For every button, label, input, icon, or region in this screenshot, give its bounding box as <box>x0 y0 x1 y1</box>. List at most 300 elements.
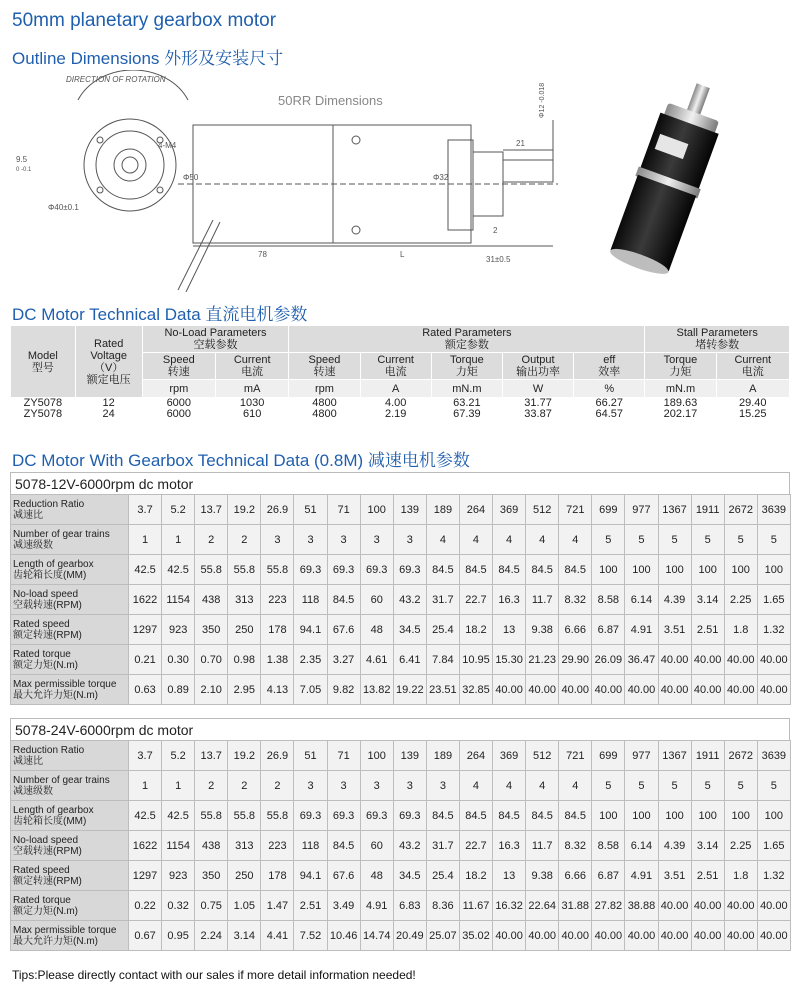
gearbox-value-cell: 1 <box>129 771 162 801</box>
gearbox-value-cell: 40.00 <box>592 675 625 705</box>
gearbox-value-cell: 40.00 <box>526 921 559 951</box>
gearbox-value-cell: 512 <box>526 495 559 525</box>
gearbox-value-cell: 16.3 <box>493 831 526 861</box>
gearbox-value-cell: 6.87 <box>592 861 625 891</box>
dc-data-cell: 1030 <box>215 398 288 409</box>
dc-data-cell: 29.40 <box>716 398 789 409</box>
gearbox-row <box>11 801 791 831</box>
gearbox-value-cell: 1622 <box>129 831 162 861</box>
gearbox-value-cell: 3 <box>261 525 294 555</box>
gearbox-row-label: No-load speed 空载转速(RPM) <box>11 585 129 615</box>
gearbox-value-cell: 55.8 <box>261 555 294 585</box>
gearbox-value-cell: 100 <box>360 741 393 771</box>
gearbox-value-cell: 55.8 <box>195 801 228 831</box>
gearbox-row-label: Reduction Ratio 减速比 <box>11 495 129 525</box>
gearbox-value-cell: 71 <box>327 495 360 525</box>
gearbox-value-cell: 42.5 <box>162 555 195 585</box>
model-dimensions-label: 50RR Dimensions <box>278 93 383 108</box>
dim-9-5: 9.5 <box>16 155 28 164</box>
dc-unit-cell: % <box>574 380 645 398</box>
gearbox-value-cell: 40.00 <box>724 921 757 951</box>
gearbox-value-cell: 4 <box>493 525 526 555</box>
gearbox-value-cell: 3.14 <box>691 585 724 615</box>
gearbox-value-cell: 21.23 <box>526 645 559 675</box>
gearbox-value-cell: 139 <box>393 495 426 525</box>
gearbox-value-cell: 69.3 <box>393 555 426 585</box>
gearbox-value-cell: 100 <box>691 801 724 831</box>
gearbox-value-cell: 4 <box>559 771 592 801</box>
gearbox-value-cell: 1297 <box>129 615 162 645</box>
gearbox-value-cell: 4 <box>426 525 459 555</box>
gearbox-value-cell: 2 <box>228 771 261 801</box>
gearbox-value-cell: 40.00 <box>493 675 526 705</box>
gearbox-value-cell: 178 <box>261 861 294 891</box>
gearbox-value-cell: 438 <box>195 831 228 861</box>
gearbox-value-cell: 923 <box>162 615 195 645</box>
gearbox-value-cell: 1 <box>162 771 195 801</box>
gearbox-value-cell: 60 <box>360 585 393 615</box>
gearbox-row-label: Number of gear trains 减速级数 <box>11 525 129 555</box>
gearbox-value-cell: 3639 <box>757 741 790 771</box>
gearbox-12v-heading: 5078-12V-6000rpm dc motor <box>10 472 790 494</box>
gearbox-value-cell: 60 <box>360 831 393 861</box>
gearbox-value-cell: 42.5 <box>129 801 162 831</box>
gearbox-value-cell: 1.38 <box>261 645 294 675</box>
gearbox-value-cell: 40.00 <box>559 921 592 951</box>
gearbox-value-cell: 4.91 <box>625 861 658 891</box>
gearbox-value-cell: 16.3 <box>493 585 526 615</box>
gearbox-value-cell: 18.2 <box>459 615 492 645</box>
gearbox-value-cell: 1622 <box>129 585 162 615</box>
gearbox-12v-table <box>10 494 791 705</box>
gearbox-value-cell: 84.5 <box>559 555 592 585</box>
gearbox-value-cell: 4.13 <box>261 675 294 705</box>
gearbox-value-cell: 5 <box>658 525 691 555</box>
gearbox-row-label: Max permissible torque 最大允许力矩(N.m) <box>11 921 129 951</box>
gearbox-value-cell: 4.39 <box>658 831 691 861</box>
gearbox-value-cell: 40.00 <box>724 675 757 705</box>
gearbox-value-cell: 3.14 <box>691 831 724 861</box>
gearbox-value-cell: 48 <box>360 861 393 891</box>
gearbox-value-cell: 139 <box>393 741 426 771</box>
gearbox-row-label: Rated speed 额定转速(RPM) <box>11 861 129 891</box>
gearbox-value-cell: 100 <box>691 555 724 585</box>
gearbox-value-cell: 5 <box>625 771 658 801</box>
gearbox-value-cell: 84.5 <box>493 555 526 585</box>
dc-data-cell: 67.39 <box>431 409 502 420</box>
rated-header: Rated Parameters 额定参数 <box>289 326 645 353</box>
gearbox-value-cell: 25.07 <box>426 921 459 951</box>
gearbox-value-cell: 5 <box>592 525 625 555</box>
dc-unit-cell: rpm <box>142 380 215 398</box>
gearbox-value-cell: 2 <box>228 525 261 555</box>
gearbox-value-cell: 3 <box>393 771 426 801</box>
dc-unit-cell: mN.m <box>645 380 716 398</box>
page-title: 50mm planetary gearbox motor <box>12 10 277 31</box>
rated-voltage-header: Rated Voltage （V） 额定电压 <box>75 326 142 398</box>
gearbox-value-cell: 0.63 <box>129 675 162 705</box>
gearbox-value-cell: 7.84 <box>426 645 459 675</box>
gearbox-value-cell: 22.7 <box>459 831 492 861</box>
gearbox-value-cell: 189 <box>426 495 459 525</box>
gearbox-value-cell: 0.70 <box>195 645 228 675</box>
gearbox-value-cell: 1 <box>162 525 195 555</box>
gearbox-row-label: Length of gearbox 齿轮箱长度(MM) <box>11 555 129 585</box>
gearbox-value-cell: 10.95 <box>459 645 492 675</box>
gearbox-value-cell: 71 <box>327 741 360 771</box>
gearbox-value-cell: 8.36 <box>426 891 459 921</box>
gearbox-value-cell: 2.10 <box>195 675 228 705</box>
gearbox-row <box>11 495 791 525</box>
gearbox-value-cell: 5 <box>724 771 757 801</box>
gearbox-value-cell: 4.91 <box>360 891 393 921</box>
gearbox-value-cell: 2.24 <box>195 921 228 951</box>
gearbox-value-cell: 4 <box>493 771 526 801</box>
motor-product-photo <box>600 80 740 280</box>
gearbox-value-cell: 26.9 <box>261 741 294 771</box>
dc-unit-cell: rpm <box>289 380 360 398</box>
gearbox-value-cell: 0.30 <box>162 645 195 675</box>
gearbox-value-cell: 0.98 <box>228 645 261 675</box>
gearbox-value-cell: 40.00 <box>724 891 757 921</box>
gearbox-value-cell: 923 <box>162 861 195 891</box>
gearbox-value-cell: 2.51 <box>294 891 327 921</box>
gearbox-value-cell: 5 <box>757 771 790 801</box>
gearbox-value-cell: 38.88 <box>625 891 658 921</box>
gearbox-value-cell: 2.95 <box>228 675 261 705</box>
dc-data-row <box>11 409 790 420</box>
gearbox-value-cell: 43.2 <box>393 831 426 861</box>
gearbox-24v-heading: 5078-24V-6000rpm dc motor <box>10 718 790 740</box>
gearbox-value-cell: 100 <box>757 555 790 585</box>
gearbox-value-cell: 100 <box>625 801 658 831</box>
gearbox-value-cell: 55.8 <box>195 555 228 585</box>
gearbox-row-label: No-load speed 空载转速(RPM) <box>11 831 129 861</box>
dc-subheader-cell: Current 电流 <box>360 353 431 380</box>
gearbox-value-cell: 84.5 <box>327 585 360 615</box>
gearbox-value-cell: 69.3 <box>294 801 327 831</box>
dc-data-cell: 24 <box>75 409 142 420</box>
gearbox-value-cell: 69.3 <box>327 801 360 831</box>
gearbox-value-cell: 40.00 <box>658 645 691 675</box>
gearbox-row <box>11 645 791 675</box>
gearbox-value-cell: 223 <box>261 585 294 615</box>
gearbox-value-cell: 100 <box>658 555 691 585</box>
gearbox-value-cell: 250 <box>228 861 261 891</box>
dc-data-cell: 6000 <box>142 409 215 420</box>
gearbox-value-cell: 1154 <box>162 585 195 615</box>
gearbox-value-cell: 6.14 <box>625 831 658 861</box>
gearbox-value-cell: 48 <box>360 615 393 645</box>
gearbox-value-cell: 5 <box>658 771 691 801</box>
gearbox-row-label: Length of gearbox 齿轮箱长度(MM) <box>11 801 129 831</box>
gearbox-value-cell: 9.38 <box>526 615 559 645</box>
gearbox-row <box>11 831 791 861</box>
dc-data-cell: 33.87 <box>502 409 573 420</box>
gearbox-value-cell: 2.35 <box>294 645 327 675</box>
dc-section-title: DC Motor Technical Data 直流电机参数 <box>12 305 308 324</box>
gearbox-value-cell: 84.5 <box>526 555 559 585</box>
gearbox-value-cell: 6.66 <box>559 861 592 891</box>
gearbox-value-cell: 42.5 <box>129 555 162 585</box>
gearbox-value-cell: 3.51 <box>658 615 691 645</box>
dc-unit-cell: mA <box>215 380 288 398</box>
tips-note: Tips:Please directly contact with our sales if more detail information needed! <box>12 968 416 982</box>
dc-subheader-cell: Current 电流 <box>716 353 789 380</box>
gearbox-value-cell: 19.22 <box>393 675 426 705</box>
outline-section-title: Outline Dimensions 外形及安装尺寸 <box>12 49 284 68</box>
gearbox-value-cell: 4 <box>559 525 592 555</box>
gearbox-value-cell: 40.00 <box>625 675 658 705</box>
gearbox-value-cell: 69.3 <box>360 801 393 831</box>
gearbox-value-cell: 1.32 <box>757 861 790 891</box>
gearbox-value-cell: 36.47 <box>625 645 658 675</box>
gearbox-row-label: Reduction Ratio 减速比 <box>11 741 129 771</box>
gearbox-value-cell: 977 <box>625 741 658 771</box>
gearbox-value-cell: 32.85 <box>459 675 492 705</box>
dc-data-cell: 63.21 <box>431 398 502 409</box>
gearbox-value-cell: 55.8 <box>228 801 261 831</box>
gearbox-value-cell: 84.5 <box>327 831 360 861</box>
gearbox-value-cell: 3.27 <box>327 645 360 675</box>
dc-subheader-cell: Speed 转速 <box>142 353 215 380</box>
direction-label: DIRECTION OF ROTATION <box>66 75 166 84</box>
gearbox-value-cell: 3 <box>294 525 327 555</box>
gearbox-value-cell: 40.00 <box>757 675 790 705</box>
gearbox-value-cell: 0.21 <box>129 645 162 675</box>
dc-unit-cell: mN.m <box>431 380 502 398</box>
gearbox-row-label: Max permissible torque 最大允许力矩(N.m) <box>11 675 129 705</box>
gearbox-value-cell: 178 <box>261 615 294 645</box>
gearbox-value-cell: 14.74 <box>360 921 393 951</box>
dc-unit-cell: A <box>360 380 431 398</box>
gearbox-value-cell: 13.82 <box>360 675 393 705</box>
gearbox-value-cell: 43.2 <box>393 585 426 615</box>
gearbox-value-cell: 25.4 <box>426 861 459 891</box>
dc-data-cell: 4800 <box>289 398 360 409</box>
gearbox-row <box>11 891 791 921</box>
gearbox-value-cell: 40.00 <box>559 675 592 705</box>
gearbox-value-cell: 34.5 <box>393 615 426 645</box>
stall-header: Stall Parameters 堵转参数 <box>645 326 790 353</box>
gearbox-value-cell: 1154 <box>162 831 195 861</box>
gearbox-value-cell: 25.4 <box>426 615 459 645</box>
gearbox-value-cell: 5.2 <box>162 495 195 525</box>
gearbox-row <box>11 861 791 891</box>
gearbox-value-cell: 100 <box>724 801 757 831</box>
gearbox-value-cell: 67.6 <box>327 615 360 645</box>
gearbox-value-cell: 5 <box>724 525 757 555</box>
gearbox-value-cell: 31.7 <box>426 585 459 615</box>
dc-subheader-cell: Current 电流 <box>215 353 288 380</box>
gearbox-value-cell: 6.41 <box>393 645 426 675</box>
gearbox-row-label: Number of gear trains 减速级数 <box>11 771 129 801</box>
gearbox-value-cell: 11.7 <box>526 585 559 615</box>
gearbox-value-cell: 2.25 <box>724 831 757 861</box>
gearbox-value-cell: 94.1 <box>294 615 327 645</box>
gearbox-value-cell: 69.3 <box>393 801 426 831</box>
dc-data-body <box>11 398 790 420</box>
dc-unit-cell: A <box>716 380 789 398</box>
gearbox-row-label: Rated torque 额定力矩(N.m) <box>11 645 129 675</box>
gearbox-value-cell: 23.51 <box>426 675 459 705</box>
gearbox-value-cell: 84.5 <box>459 555 492 585</box>
gearbox-value-cell: 5 <box>691 525 724 555</box>
gearbox-value-cell: 40.00 <box>757 891 790 921</box>
gearbox-value-cell: 6.83 <box>393 891 426 921</box>
dc-subheader-cell: Speed 转速 <box>289 353 360 380</box>
gearbox-value-cell: 118 <box>294 831 327 861</box>
gearbox-row <box>11 771 791 801</box>
gearbox-value-cell: 100 <box>360 495 393 525</box>
dim-21: 21 <box>516 139 525 148</box>
gearbox-value-cell: 9.38 <box>526 861 559 891</box>
gearbox-value-cell: 40.00 <box>691 891 724 921</box>
gearbox-value-cell: 1.8 <box>724 861 757 891</box>
gearbox-row <box>11 555 791 585</box>
gearbox-value-cell: 42.5 <box>162 801 195 831</box>
dc-unit-cell: W <box>502 380 573 398</box>
dc-data-cell: 12 <box>75 398 142 409</box>
gearbox-row <box>11 921 791 951</box>
dc-data-cell: 4.00 <box>360 398 431 409</box>
gearbox-value-cell: 40.00 <box>526 675 559 705</box>
gearbox-value-cell: 3.51 <box>658 861 691 891</box>
dc-data-cell: 189.63 <box>645 398 716 409</box>
gearbox-value-cell: 5 <box>592 771 625 801</box>
gearbox-value-cell: 40.00 <box>658 675 691 705</box>
dim-phi32: Φ32 <box>433 173 449 182</box>
gearbox-value-cell: 313 <box>228 831 261 861</box>
front-flange-circle <box>84 119 176 211</box>
dc-subheader-cell: Output 输出功率 <box>502 353 573 380</box>
gearbox-value-cell: 3 <box>360 525 393 555</box>
dc-subheader-cell: eff 效率 <box>574 353 645 380</box>
gearbox-24v-table <box>10 740 791 951</box>
gearbox-value-cell: 84.5 <box>459 801 492 831</box>
gearbox-row <box>11 675 791 705</box>
dc-data-cell: 66.27 <box>574 398 645 409</box>
gearbox-value-cell: 3 <box>393 525 426 555</box>
gearbox-value-cell: 51 <box>294 741 327 771</box>
gearbox-value-cell: 69.3 <box>294 555 327 585</box>
dc-data-cell: 4800 <box>289 409 360 420</box>
gearbox-row <box>11 585 791 615</box>
gearbox-value-cell: 100 <box>658 801 691 831</box>
gearbox-value-cell: 1297 <box>129 861 162 891</box>
dc-data-cell: 64.57 <box>574 409 645 420</box>
gearbox-value-cell: 31.88 <box>559 891 592 921</box>
gearbox-value-cell: 1.8 <box>724 615 757 645</box>
dc-subheader-cell: Torque 力矩 <box>645 353 716 380</box>
gearbox-value-cell: 84.5 <box>493 801 526 831</box>
gearbox-value-cell: 721 <box>559 741 592 771</box>
gearbox-value-cell: 13.7 <box>195 741 228 771</box>
gearbox-value-cell: 4.91 <box>625 615 658 645</box>
gearbox-value-cell: 67.6 <box>327 861 360 891</box>
gearbox-value-cell: 40.00 <box>493 921 526 951</box>
gearbox-value-cell: 721 <box>559 495 592 525</box>
dc-data-row <box>11 398 790 409</box>
gearbox-value-cell: 27.82 <box>592 891 625 921</box>
gearbox-row-label: Rated torque 额定力矩(N.m) <box>11 891 129 921</box>
gearbox-value-cell: 22.64 <box>526 891 559 921</box>
gearbox-value-cell: 4 <box>459 525 492 555</box>
gearbox-value-cell: 313 <box>228 585 261 615</box>
gearbox-value-cell: 1911 <box>691 495 724 525</box>
gearbox-value-cell: 35.02 <box>459 921 492 951</box>
dc-data-cell: 15.25 <box>716 409 789 420</box>
gearbox-value-cell: 6.66 <box>559 615 592 645</box>
gearbox-value-cell: 51 <box>294 495 327 525</box>
outline-drawing <box>8 70 568 292</box>
gearbox-value-cell: 3639 <box>757 495 790 525</box>
gearbox-value-cell: 6.14 <box>625 585 658 615</box>
dc-data-cell: 202.17 <box>645 409 716 420</box>
gearbox-value-cell: 350 <box>195 615 228 645</box>
gearbox-section-title: DC Motor With Gearbox Technical Data (0.8M) 减速电机参数 <box>12 451 470 470</box>
gearbox-value-cell: 7.05 <box>294 675 327 705</box>
gearbox-value-cell: 1.32 <box>757 615 790 645</box>
dim-2: 2 <box>493 226 498 235</box>
gearbox-value-cell: 16.32 <box>493 891 526 921</box>
gearbox-value-cell: 40.00 <box>691 921 724 951</box>
gearbox-value-cell: 84.5 <box>426 801 459 831</box>
gearbox-row <box>11 741 791 771</box>
gearbox-value-cell: 264 <box>459 495 492 525</box>
gearbox-value-cell: 0.67 <box>129 921 162 951</box>
gearbox-value-cell: 8.58 <box>592 831 625 861</box>
dc-data-cell: ZY5078 <box>11 398 76 409</box>
gearbox-value-cell: 3.7 <box>129 741 162 771</box>
gearbox-value-cell: 40.00 <box>724 645 757 675</box>
gearbox-value-cell: 40.00 <box>625 921 658 951</box>
gearbox-value-cell: 2 <box>195 525 228 555</box>
dim-9-5-tolerance: 0 -0.1 <box>16 167 32 173</box>
gearbox-value-cell: 3.14 <box>228 921 261 951</box>
dc-data-cell: 6000 <box>142 398 215 409</box>
gearbox-value-cell: 1 <box>129 525 162 555</box>
gearbox-value-cell: 1.65 <box>757 585 790 615</box>
dim-phi12: Φ12 -0.018 <box>539 82 546 118</box>
gearbox-value-cell: 40.00 <box>592 921 625 951</box>
gearbox-value-cell: 100 <box>592 801 625 831</box>
gearbox-value-cell: 40.00 <box>691 675 724 705</box>
gearbox-value-cell: 40.00 <box>658 921 691 951</box>
gearbox-value-cell: 10.46 <box>327 921 360 951</box>
gearbox-row <box>11 525 791 555</box>
gearbox-value-cell: 977 <box>625 495 658 525</box>
gearbox-value-cell: 2.51 <box>691 615 724 645</box>
gearbox-value-cell: 2 <box>261 771 294 801</box>
dc-data-cell: 610 <box>215 409 288 420</box>
gearbox-value-cell: 22.7 <box>459 585 492 615</box>
gearbox-value-cell: 4 <box>526 525 559 555</box>
gearbox-value-cell: 250 <box>228 615 261 645</box>
gearbox-value-cell: 13.7 <box>195 495 228 525</box>
gearbox-value-cell: 369 <box>493 495 526 525</box>
gearbox-value-cell: 4.39 <box>658 585 691 615</box>
gearbox-value-cell: 29.90 <box>559 645 592 675</box>
gearbox-value-cell: 18.2 <box>459 861 492 891</box>
gearbox-value-cell: 100 <box>625 555 658 585</box>
gearbox-value-cell: 55.8 <box>261 801 294 831</box>
gearbox-value-cell: 3 <box>426 771 459 801</box>
gearbox-value-cell: 69.3 <box>360 555 393 585</box>
gearbox-value-cell: 369 <box>493 741 526 771</box>
gearbox-value-cell: 2.51 <box>691 861 724 891</box>
dc-motor-table <box>10 325 790 420</box>
